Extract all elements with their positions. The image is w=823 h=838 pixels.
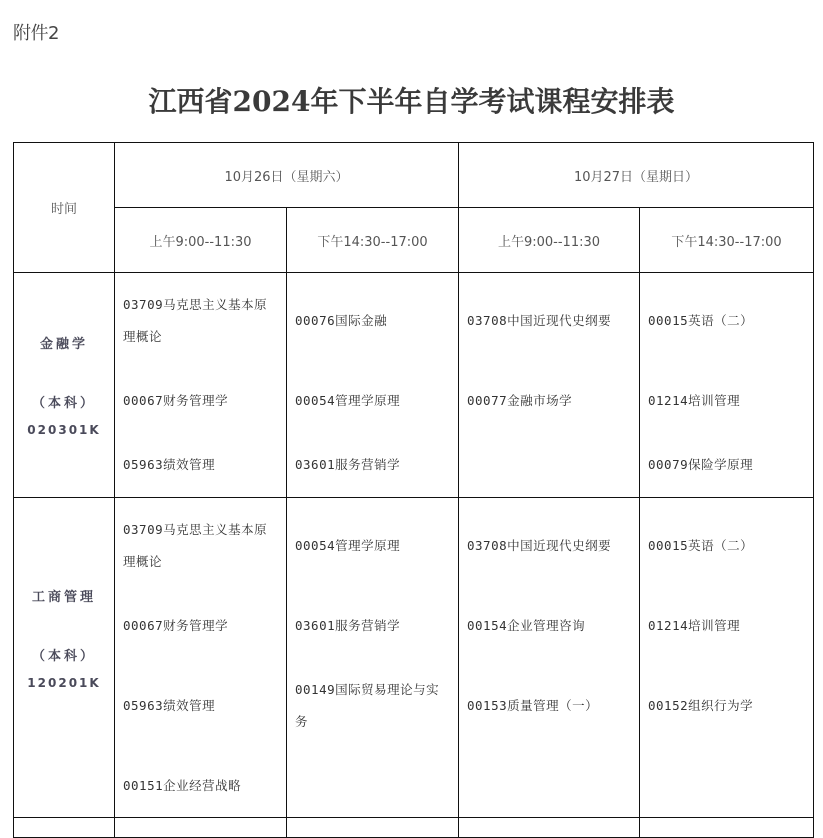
course-item: 00079保险学原理 (648, 457, 754, 472)
course-item: 00076国际金融 (295, 313, 388, 328)
course-cell-business-oct26-pm (287, 498, 459, 818)
course-cell-finance-oct26-pm (287, 273, 459, 498)
course-item: 03709马克思主义基本原理概论 (123, 297, 268, 344)
slot-header-oct27-am: 上午9:00--11:30 (459, 208, 640, 273)
course-item: 01214培训管理 (648, 393, 741, 408)
course-item: 00054管理学原理 (295, 538, 401, 553)
table-cell (14, 818, 115, 838)
slot-header-oct26-pm: 下午14:30--17:00 (287, 208, 459, 273)
date-header-oct27: 10月27日（星期日） (459, 143, 814, 208)
attachment-label: 附件2 (13, 23, 59, 44)
course-item: 00149国际贸易理论与实务 (295, 682, 440, 729)
table-row-finance (14, 273, 814, 498)
table-cell (115, 818, 287, 838)
course-cell-finance-oct27-am (459, 273, 640, 498)
course-item: 00154企业管理咨询 (467, 618, 586, 633)
table-cell (287, 818, 459, 838)
header-row-slots (14, 208, 814, 273)
header-row-dates (14, 143, 814, 208)
course-item: 00015英语（二） (648, 313, 754, 328)
major-level: （本科） (31, 648, 96, 664)
major-code: 120201K (27, 675, 101, 690)
course-item: 03601服务营销学 (295, 618, 401, 633)
course-item: 03601服务营销学 (295, 457, 401, 472)
major-cell-business-admin (14, 498, 115, 818)
exam-schedule-table (13, 142, 814, 838)
table-cell (459, 818, 640, 838)
course-item: 03708中国近现代史纲要 (467, 313, 612, 328)
table-cell (640, 818, 814, 838)
slot-header-oct26-am: 上午9:00--11:30 (115, 208, 287, 273)
course-item: 03708中国近现代史纲要 (467, 538, 612, 553)
table-row-next-partial (14, 818, 814, 838)
major-name: 金融学 (39, 337, 88, 352)
course-item: 00077金融市场学 (467, 393, 573, 408)
course-cell-business-oct26-am (115, 498, 287, 818)
course-item: 03709马克思主义基本原理概论 (123, 522, 268, 569)
course-item: 00015英语（二） (648, 538, 754, 553)
course-item: 05963绩效管理 (123, 457, 216, 472)
course-item: 00152组织行为学 (648, 698, 754, 713)
course-item: 00067财务管理学 (123, 393, 229, 408)
course-item: 00151企业经营战略 (123, 778, 242, 793)
course-cell-finance-oct27-pm (640, 273, 814, 498)
course-item: 05963绩效管理 (123, 698, 216, 713)
course-item: 00067财务管理学 (123, 618, 229, 633)
course-cell-business-oct27-am (459, 498, 640, 818)
course-item: 01214培训管理 (648, 618, 741, 633)
course-item: 00153质量管理（一） (467, 698, 599, 713)
table-row-business-admin (14, 498, 814, 818)
course-cell-business-oct27-pm (640, 498, 814, 818)
course-cell-finance-oct26-am (115, 273, 287, 498)
major-code: 020301K (27, 423, 101, 437)
page-title: 江西省2024年下半年自学考试课程安排表 (148, 85, 675, 118)
date-header-oct26: 10月26日（星期六） (115, 143, 459, 208)
course-item: 00054管理学原理 (295, 393, 401, 408)
time-header: 时间 (14, 143, 115, 273)
major-level: （本科） (31, 396, 96, 411)
slot-header-oct27-pm: 下午14:30--17:00 (640, 208, 814, 273)
major-cell-finance (14, 273, 115, 498)
major-name: 工商管理 (31, 589, 96, 605)
